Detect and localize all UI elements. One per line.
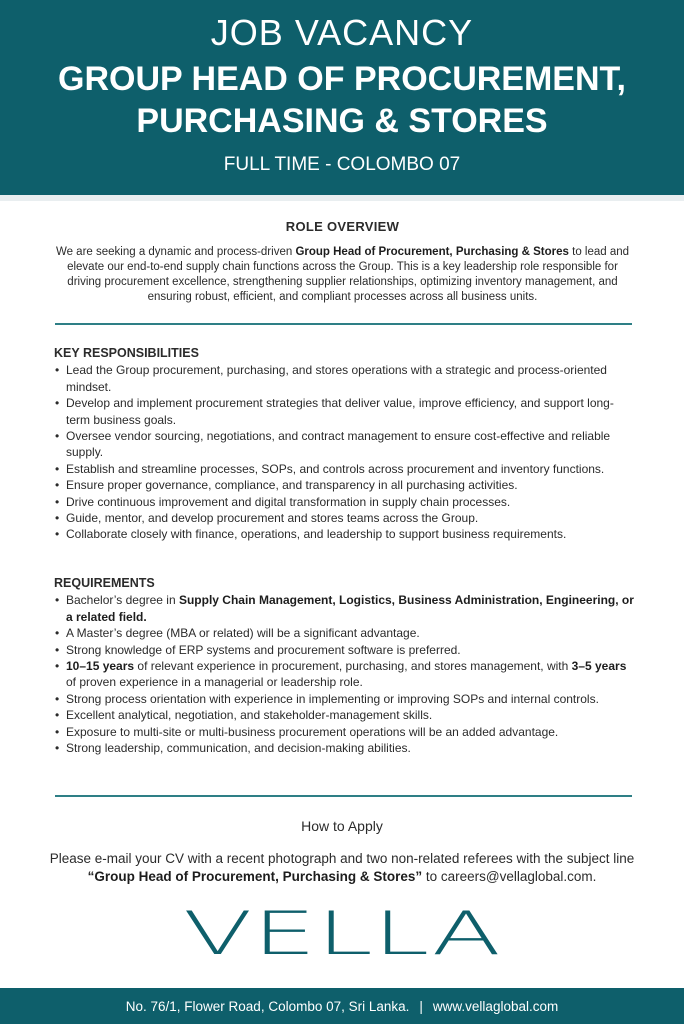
role-overview-section [55,219,630,305]
footer-address: No. 76/1, Flower Road, Colombo 07, Sri Lanka. [125,998,410,1014]
how-to-apply-section [40,818,644,886]
footer-separator: | [419,998,423,1014]
header-banner [0,0,684,195]
requirements-section [54,575,634,756]
vella-logo-text: VELLA [183,902,501,958]
footer-website-link[interactable]: www.vellaglobal.com [432,998,559,1014]
list-item: • A Master’s degree (MBA or related) will be a significant advantage. [54,625,634,641]
key-responsibilities-heading: KEY RESPONSIBILITIES [54,346,199,360]
section-divider [55,795,632,797]
how-to-apply-text: Please e-mail your CV with a recent photograph and two non-related referees with the subject line “Group Head of Procurement, Purchasing & Stores” to careers@vellaglobal.com. [49,851,635,884]
list-item: • 10–15 years of relevant experience in procurement, purchasing, and stores management, with 3–5 years of proven experience in a managerial or leadership role. [54,658,634,691]
degree-fields-bold: Supply Chain Management, Logistics, Business Administration, Engineering, or a related field. [66,593,634,624]
list-item: • Strong process orientation with experience in implementing or improving SOPs and internal controls. [54,691,634,707]
responsibilities-list [54,362,634,542]
list-item: • Drive continuous improvement and digital transformation in supply chain processes. [54,494,634,510]
job-vacancy-label: JOB VACANCY [210,12,474,53]
header-divider [0,195,684,201]
role-overview-text: We are seeking a dynamic and process-driven Group Head of Procurement, Purchasing & Stores to lead and elevate our end-to-end supply chain functions across the Group. This is a key leadership role responsible for driving procurement excellence, strengthening supplier relationships, optimizing inventory management, and ensuring robust, efficient, and compliant processes across all business units. [55,246,630,303]
role-name-bold: Group Head of Procurement, Purchasing & Stores [295,246,569,258]
list-item: • Establish and streamline processes, SOPs, and controls across procurement and inventory functions. [54,461,634,477]
list-item: • Bachelor’s degree in Supply Chain Management, Logistics, Business Administration, Engineering, or a related field. [54,592,634,625]
list-item: • Guide, mentor, and develop procurement and stores teams across the Group. [54,510,634,526]
list-item: • Strong leadership, communication, and decision-making abilities. [54,740,634,756]
key-responsibilities-section [54,345,634,543]
requirements-list [54,592,634,756]
section-divider [55,323,632,325]
leadership-years-bold: 3–5 years [571,659,627,674]
requirements-heading: REQUIREMENTS [54,576,155,590]
list-item: • Strong knowledge of ERP systems and procurement software is preferred. [54,642,634,658]
list-item: • Collaborate closely with finance, operations, and leadership to support business requirements. [54,526,634,542]
job-type-location: FULL TIME - COLOMBO 07 [223,154,461,175]
how-to-apply-heading: How to Apply [301,818,383,834]
list-item: • Lead the Group procurement, purchasing, and stores operations with a strategic and process-oriented mindset. [54,362,634,395]
vella-logo [180,902,504,958]
job-title-line-1: GROUP HEAD OF PROCUREMENT, [58,60,626,98]
list-item: • Excellent analytical, negotiation, and stakeholder-management skills. [54,707,634,723]
footer-bar [0,988,684,1024]
subject-line-bold: “Group Head of Procurement, Purchasing & Stores” [87,869,423,884]
job-title [0,58,684,142]
role-overview-heading: ROLE OVERVIEW [285,219,400,234]
list-item: • Develop and implement procurement strategies that deliver value, improve efficiency, and support long-term business goals. [54,395,634,428]
job-title-line-2: PURCHASING & STORES [136,102,548,140]
experience-years-bold: 10–15 years [66,659,135,674]
list-item: • Exposure to multi-site or multi-business procurement operations will be an added advantage. [54,724,634,740]
list-item: • Oversee vendor sourcing, negotiations, and contract management to ensure cost-effective and reliable supply. [54,428,634,461]
list-item: • Ensure proper governance, compliance, and transparency in all purchasing activities. [54,477,634,493]
